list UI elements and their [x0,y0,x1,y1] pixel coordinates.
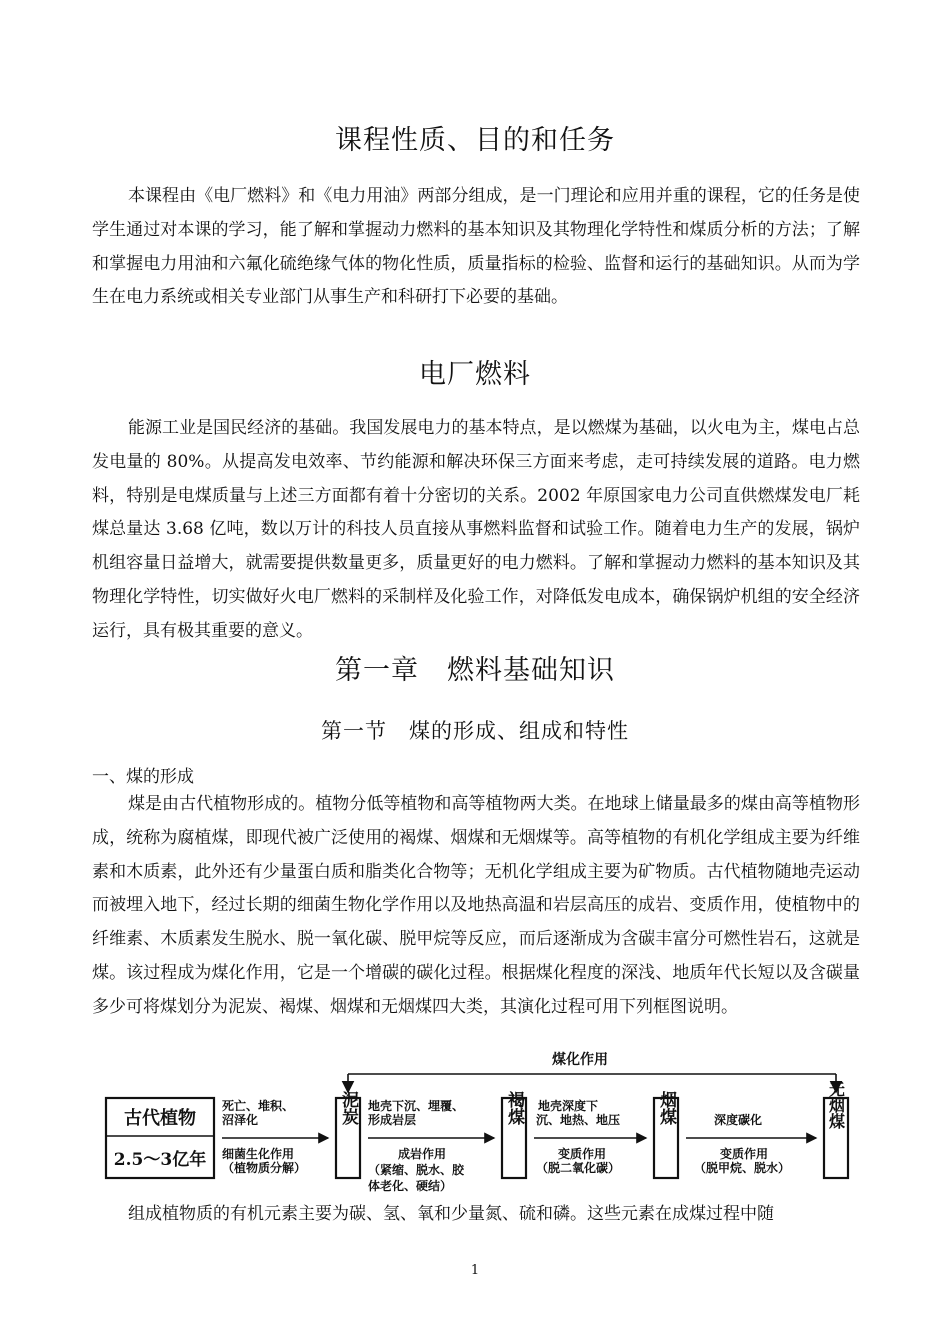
arrow1-above-line2: 沼泽化 [222,1113,259,1127]
item-title: 一、煤的形成 [92,767,194,787]
arrow3-below-line1: 变质作用 [558,1147,607,1161]
page-title: 课程性质、目的和任务 [335,125,615,156]
subsection-title: 第一节 煤的形成、组成和特性 [321,719,629,743]
last-paragraph: 组成植物质的有机元素主要为碳、氢、氧和少量氮、硫和磷。这些元素在成煤过程中随 [128,1204,774,1224]
ancient-plants-label: 古代植物 [124,1108,196,1129]
intro-paragraph: 本课程由《电厂燃料》和《电力用油》两部分组成，是一门理论和应用并重的课程，它的任务是使学生通过对本课的学习，能了解和掌握动力燃料的基本知识及其物理化学特性和煤质分析的方法；了解和掌握电力用油和六氟化硫绝缘气体的物化性质，质量指标的检验、监督和运行的基础知识。从而为学生在电力系统或相关专业部门从事生产和科研打下必要的基础。 [92,186,860,308]
chapter-title: 第一章 燃料基础知识 [335,655,615,686]
lignite-label: 褐煤 [504,1091,524,1125]
arrow2-below-line1: 成岩作用 [398,1147,447,1161]
arrow2-below-line2: （紧缩、脱水、胶 [368,1163,465,1177]
section-title: 电厂燃料 [419,359,531,390]
arrow1-below-line2: （植物质分解） [222,1161,307,1175]
coalification-label: 煤化作用 [552,1052,608,1068]
section-paragraph: 能源工业是国民经济的基础。我国发展电力的基本特点，是以燃煤为基础，以火电为主，煤电占总发电量的 80%。从提高发电效率、节约能源和解决环保三方面来考虑，走可持续发展的道路。电力燃料，特别是电煤质量与上述三方面都有着十分密切的关系。2002 年原国家电力公司直供燃煤发电厂耗煤总量达 3.68 亿吨，数以万计的科技人员直接从事燃料监督和试验工作。随着电力生产的发展，锅炉机组容量日益增大，就需要提供数量更多，质量更好的电力燃料。了解和掌握动力燃料的基本知识及其物理化学特性，切实做好火电厂燃料的采制样及化验工作，对降低发电成本，确保锅炉机组的安全经济运行，具有极其重要的意义。 [92,418,860,641]
coalification-diagram [96,1048,856,1200]
peat-label: 泥炭 [338,1091,358,1125]
arrow3-above-line2: 沉、地热、地压 [536,1113,621,1127]
arrow2-below-line3: 体老化、硬结） [368,1179,453,1193]
age-label: 2.5～3亿年 [113,1150,207,1170]
anthracite-label: 无烟煤 [826,1081,846,1129]
arrow4-below-line1: 变质作用 [720,1147,769,1161]
formation-paragraph: 煤是由古代植物形成的。植物分低等植物和高等植物两大类。在地球上储量最多的煤由高等植物形成，统称为腐植煤，即现代被广泛使用的褐煤、烟煤和无烟煤等。高等植物的有机化学组成主要为纤维素和木质素，此外还有少量蛋白质和脂类化合物等；无机化学组成主要为矿物质。古代植物随地壳运动而被埋入地下，经过长期的细菌生物化学作用以及地热高温和岩层高压的成岩、变质作用，使植物中的纤维素、木质素发生脱水、脱一氧化碳、脱甲烷等反应，而后逐渐成为含碳丰富分可燃性岩石，这就是煤。该过程成为煤化作用，它是一个增碳的碳化过程。根据煤化程度的深浅、地质年代长短以及含碳量多少可将煤划分为泥炭、褐煤、烟煤和无烟煤四大类，其演化过程可用下列框图说明。 [92,794,860,1017]
arrow3-below-line2: （脱二氧化碳） [536,1161,621,1175]
arrow2-above-line2: 形成岩层 [368,1113,417,1127]
arrow1-above-line1: 死亡、堆积、 [222,1099,295,1113]
page-number: 1 [470,1263,480,1278]
arrow2-above-line1: 地壳下沉、埋覆、 [368,1099,465,1113]
arrow4-above-line1: 深度碳化 [714,1113,763,1127]
bituminous-label: 烟煤 [656,1091,676,1125]
arrow3-above-line1: 地壳深度下 [538,1099,599,1113]
arrow4-below-line2: （脱甲烷、脱水） [694,1161,791,1175]
arrow1-below-line1: 细菌生化作用 [222,1147,295,1161]
